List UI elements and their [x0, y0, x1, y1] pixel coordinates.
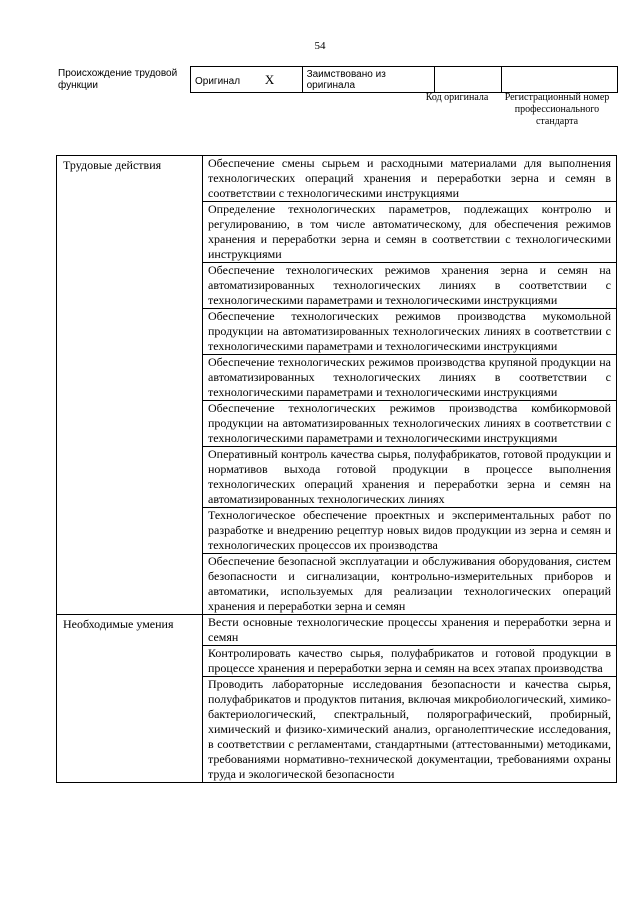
page-number: 54 [314, 40, 326, 52]
section-item: Обеспечение технологических режимов хранения зерна и семян на автоматизированных технологических линиях в соответствии с технологическими параметрами и технологическими инструкциями [203, 263, 617, 309]
borrowed-cell: Заимствовано из оригинала [302, 67, 435, 93]
function-table [56, 155, 617, 783]
code-caption: Код оригинала [425, 92, 489, 103]
table-row [57, 156, 617, 202]
original-cell [191, 67, 303, 93]
table-row [57, 615, 617, 646]
section-item: Определение технологических параметров, подлежащих контролю и регулированию, в том числе автоматическому, для обеспечения режимов хранения и переработки зерна и семян в соответствии с технологическими инструкциями [203, 202, 617, 263]
section-item: Технологическое обеспечение проектных и экспериментальных работ по разработке и внедрению рецептур новых видов продукции из зерна и семян и технологических процессов их производства [203, 508, 617, 554]
section-item: Проводить лабораторные исследования безопасности и качества сырья, полуфабрикатов и продуктов питания, включая микробиологический, химико-бактериологический, спектральный, полярографический, пробирный, химический и физико-химический анализ, органолептические исследования, в соответствии с регламентами, стандартными (аттестованными) методиками, требованиями нормативно-технической документации, требованиями охраны труда и экологической безопасности [203, 677, 617, 783]
section-item: Оперативный контроль качества сырья, полуфабрикатов, готовой продукции и нормативов выхода готовой продукции в процессе выполнения технологических операций хранения и переработки зерна и семян на автоматизированных технологических линиях [203, 447, 617, 508]
section-title: Необходимые умения [57, 615, 203, 783]
section-title: Трудовые действия [57, 156, 203, 615]
section-item: Вести основные технологические процессы хранения и переработки зерна и семян [203, 615, 617, 646]
origin-block [58, 66, 618, 156]
original-label: Оригинал [195, 75, 241, 87]
section-item: Обеспечение технологических режимов производства крупяной продукции на автоматизированных технологических линиях в соответствии с технологическими параметрами и технологическими инструкциями [203, 355, 617, 401]
reg-number-cell [501, 67, 617, 93]
section-item: Обеспечение технологических режимов производства мукомольной продукции на автоматизированных технологических линиях в соответствии с технологическими параметрами и технологическими инструкциями [203, 309, 617, 355]
origin-table [190, 66, 618, 93]
code-cell [435, 67, 502, 93]
section-item: Обеспечение технологических режимов производства комбикормовой продукции на автоматизированных технологических линиях в соответствии с технологическими параметрами и технологическими инструкциями [203, 401, 617, 447]
reg-number-caption: Регистрационный номер профессионального стандарта [504, 92, 610, 127]
original-mark: X [264, 71, 275, 87]
origin-label: Происхождение трудовой функции [58, 68, 178, 91]
section-item: Обеспечение смены сырьем и расходными материалами для выполнения технологических операций хранения и переработки зерна и семян в соответствии с технологическими инструкциями [203, 156, 617, 202]
section-item: Контролировать качество сырья, полуфабрикатов и готовой продукции в процессе хранения и переработки зерна и семян на всех этапах производства [203, 646, 617, 677]
section-item: Обеспечение безопасной эксплуатации и обслуживания оборудования, систем безопасности и сигнализации, контрольно-измерительных приборов и автоматики, используемых для реализации технологических операций хранения и переработки зерна и семян [203, 554, 617, 615]
